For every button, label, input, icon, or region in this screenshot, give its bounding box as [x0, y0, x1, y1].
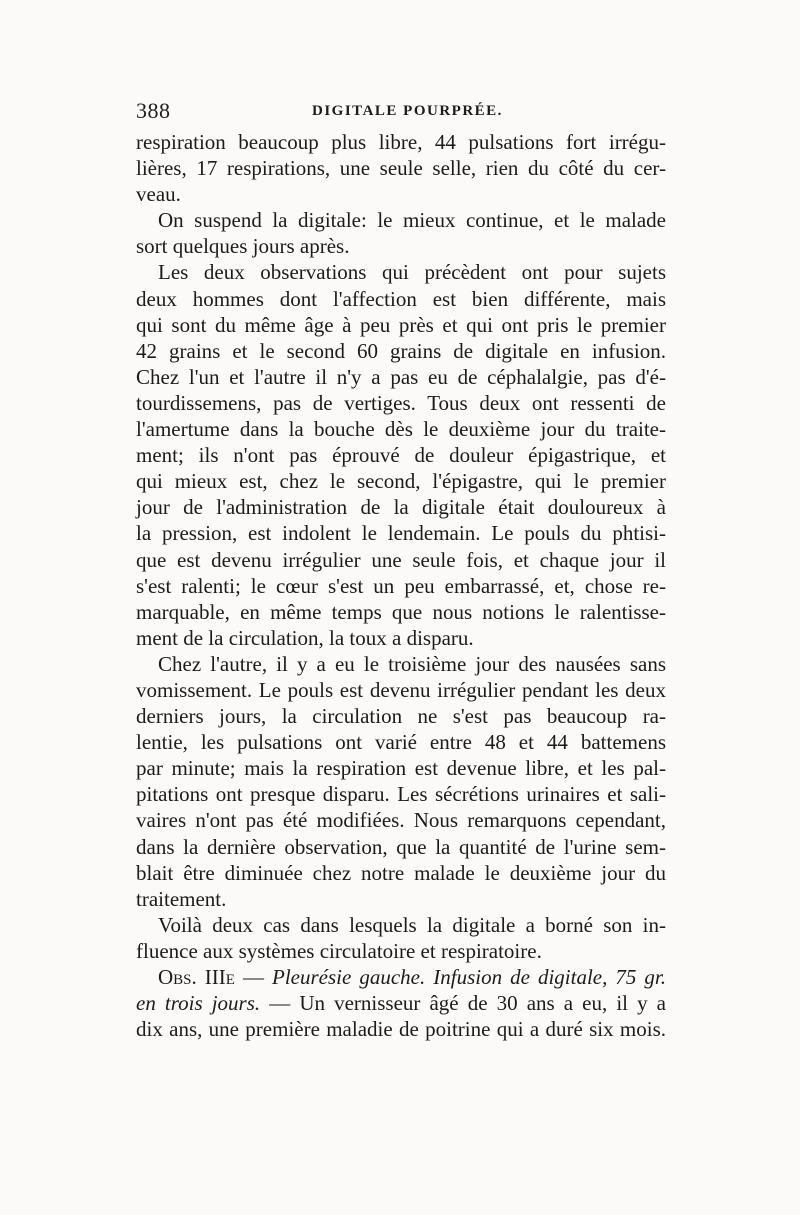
body-text — [136, 129, 666, 1042]
text-line: jour de l'administration de la digitale était douloureux à — [136, 495, 666, 520]
text-line: tourdissemens, pas de vertiges. Tous deux ont ressenti de — [136, 390, 666, 415]
text-line: s'est ralenti; le cœur s'est un peu embarrassé, et, chose re- — [136, 573, 666, 598]
text-line: respiration beaucoup plus libre, 44 pulsations fort irrégu- — [136, 130, 666, 154]
text-line: marquable, en même temps que nous notions le ralentisse- — [136, 599, 666, 624]
observation-label: Obs. IIIe — [158, 965, 235, 989]
observation-text: — Un vernisseur âgé de 30 ans a eu, il y a — [260, 991, 666, 1016]
text-line: sort quelques jours après. — [136, 234, 350, 259]
running-head — [136, 98, 664, 128]
text-line: Chez l'un et l'autre il n'y a pas eu de céphalalgie, pas d'é- — [136, 364, 666, 389]
text-line: On suspend la digitale: le mieux continue, et le malade — [158, 208, 666, 233]
text-line: Voilà deux cas dans lesquels la digitale a borné son in- — [158, 912, 666, 937]
text-line: fluence aux systèmes circulatoire et respiratoire. — [136, 938, 542, 963]
text-line: 42 grains et le second 60 grains de digitale en infusion. — [136, 338, 666, 363]
observation-heading — [136, 964, 666, 990]
observation-duration: en trois jours. — [136, 991, 261, 1016]
observation-title: Pleurésie gauche. Infusion de digitale, 75 gr. — [272, 965, 667, 989]
text-line: veau. — [136, 182, 181, 207]
text-line: la pression, est indolent le lendemain. Le pouls du phtisi- — [136, 521, 666, 546]
text-line: l'amertume dans la bouche dès le deuxième jour du traite- — [136, 417, 666, 442]
text-line: dix ans, une première maladie de poitrine qui a duré six mois. — [136, 1017, 666, 1042]
text-line: par minute; mais la respiration est devenue libre, et les pal- — [136, 756, 666, 781]
text-line: ment; ils n'ont pas éprouvé de douleur épigastrique, et — [136, 443, 666, 468]
text-line: Chez l'autre, il y a eu le troisième jour des nausées sans — [158, 651, 666, 676]
text-line — [136, 990, 666, 1016]
text-line: vaires n'ont pas été modifiées. Nous remarquons cependant, — [136, 808, 666, 833]
text-line: qui mieux est, chez le second, l'épigastre, qui le premier — [136, 469, 666, 494]
text-line: ment de la circulation, la toux a disparu. — [136, 625, 474, 650]
text-line: blait être diminuée chez notre malade le deuxième jour du — [136, 860, 666, 885]
text-line: dans la dernière observation, que la quantité de l'urine sem- — [136, 834, 666, 859]
text-line: deux hommes dont l'affection est bien différente, mais — [136, 286, 666, 311]
text-line: vomissement. Le pouls est devenu irrégulier pendant les deux — [136, 677, 666, 702]
observation-dash: — — [234, 965, 272, 989]
text-line: que est devenu irrégulier une seule fois, et chaque jour il — [136, 547, 666, 572]
text-line: qui sont du même âge à peu près et qui ont pris le premier — [136, 312, 666, 337]
text-line: pitations ont presque disparu. Les sécrétions urinaires et sali- — [136, 782, 666, 807]
text-line: lières, 17 respirations, une seule selle, rien du côté du cer- — [136, 156, 666, 181]
text-line: Les deux observations qui précèdent ont pour sujets — [158, 260, 666, 285]
text-line: lentie, les pulsations ont varié entre 48 et 44 battemens — [136, 730, 666, 755]
text-line: traitement. — [136, 886, 227, 911]
text-line: derniers jours, la circulation ne s'est pas beaucoup ra- — [136, 704, 666, 729]
page-number: 388 — [136, 98, 171, 123]
running-title: DIGITALE POURPRÉE. — [312, 103, 503, 119]
